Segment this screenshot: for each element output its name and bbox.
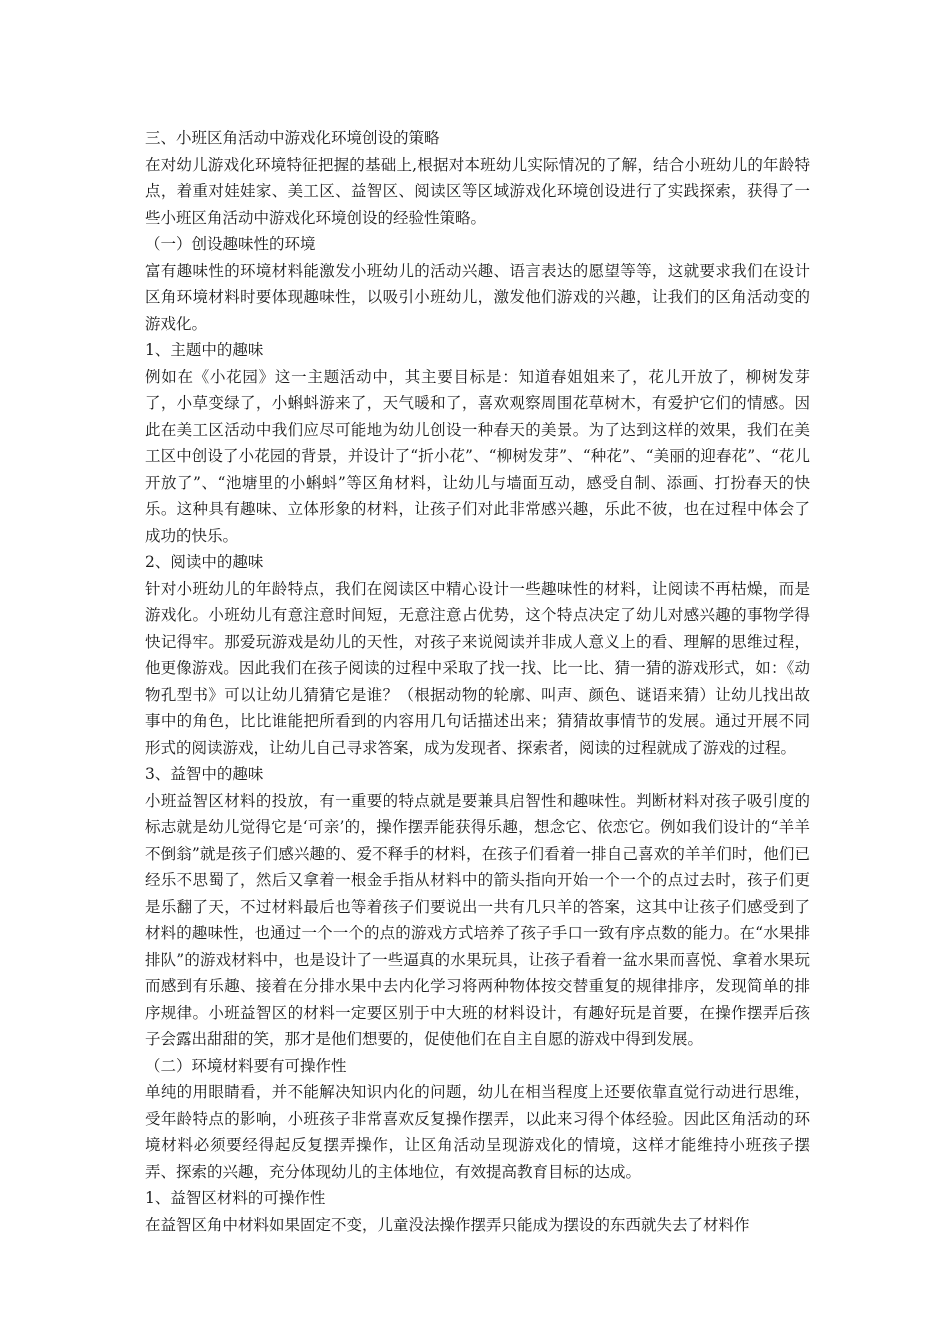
paragraph: 在对幼儿游戏化环境特征把握的基础上,根据对本班幼儿实际情况的了解，结合小班幼儿的年龄特点，着重对娃娃家、美工区、益智区、阅读区等区域游戏化环境创设进行了实践探索，获得了一些小班区角活动中游戏化环境创设的经验性策略。 <box>145 155 810 227</box>
paragraph: 小班益智区材料的投放，有一重要的特点就是要兼具启智性和趣味性。判断材料对孩子吸引度的标志就是幼儿觉得它是‘可亲’的，操作摆弄能获得乐趣，想念它、依恋它。例如我们设计的“羊羊不倒翁”就是孩子们感兴趣的、爱不释手的材料，在孩子们看着一排自己喜欢的羊羊们时，他们已经乐不思蜀了，然后又拿着一根金手指从材料中的箭头指向开始一个一个的点过去时，孩子们更是乐翻了天，不过材料最后也等着孩子们要说出一共有几只羊的答案，这其中让孩子们感受到了材料的趣味性，也通过一个一个的点的游戏方式培养了孩子手口一致有序点数的能力。在“水果排排队”的游戏材料中，也是设计了一些逼真的水果玩具，让孩子看着一盆水果而喜悦、拿着水果玩而感到有乐趣、接着在分排水果中去内化学习将两种物体按交替重复的规律排序，发现简单的排序规律。小班益智区的材料一定要区别于中大班的材料设计，有趣好玩是首要，在操作摆弄后孩子会露出甜甜的笑，那才是他们想要的，促使他们在自主自愿的游戏中得到发展。 <box>145 791 810 1048</box>
paragraph: 例如在《小花园》这一主题活动中，其主要目标是：知道春姐姐来了，花儿开放了，柳树发芽了，小草变绿了，小蝌蚪游来了，天气暖和了，喜欢观察周围花草树木，有爱护它们的情感。因此在美工区活动中我们应尽可能地为幼儿创设一种春天的美景。为了达到这样的效果，我们在美工区中创设了小花园的背景，并设计了“折小花”、“柳树发芽”、“种花”、“美丽的迎春花”、“花儿开放了”、“池塘里的小蝌蚪”等区角材料，让幼儿与墙面互动，感受自制、添画、打扮春天的快乐。这种具有趣味、立体形象的材料，让孩子们对此非常感兴趣，乐此不彼，也在过程中体会了成功的快乐。 <box>145 367 810 545</box>
item-heading: 3、益智中的趣味 <box>145 765 264 783</box>
item-heading: 1、主题中的趣味 <box>145 341 264 359</box>
paragraph: 在益智区角中材料如果固定不变，儿童没法操作摆弄只能成为摆设的东西就失去了材料作 <box>145 1215 750 1234</box>
item-heading: 2、阅读中的趣味 <box>145 553 264 571</box>
document-body <box>145 125 810 1238</box>
item-heading: 1、益智区材料的可操作性 <box>145 1189 326 1207</box>
paragraph: 富有趣味性的环境材料能激发小班幼儿的活动兴趣、语言表达的愿望等等，这就要求我们在设计区角环境材料时要体现趣味性，以吸引小班幼儿，激发他们游戏的兴趣，让我们的区角活动变的游戏化。 <box>145 261 810 333</box>
paragraph: 针对小班幼儿的年龄特点，我们在阅读区中精心设计一些趣味性的材料，让阅读不再枯燥，而是游戏化。小班幼儿有意注意时间短，无意注意占优势，这个特点决定了幼儿对感兴趣的事物学得快记得牢。那爱玩游戏是幼儿的天性，对孩子来说阅读并非成人意义上的看、理解的思维过程，他更像游戏。因此我们在孩子阅读的过程中采取了找一找、比一比、猜一猜的游戏形式，如：《动物孔型书》可以让幼儿猜猜它是谁？（根据动物的轮廓、叫声、颜色、谜语来猜）让幼儿找出故事中的角色，比比谁能把所看到的内容用几句话描述出来；猜猜故事情节的发展。通过开展不同形式的阅读游戏，让幼儿自己寻求答案，成为发现者、探索者，阅读的过程就成了游戏的过程。 <box>145 579 810 757</box>
subsection-heading: （二）环境材料要有可操作性 <box>145 1056 347 1075</box>
paragraph: 单纯的用眼睛看，并不能解决知识内化的问题，幼儿在相当程度上还要依靠直觉行动进行思维，受年龄特点的影响，小班孩子非常喜欢反复操作摆弄，以此来习得个体经验。因此区角活动的环境材料必须要经得起反复摆弄操作，让区角活动呈现游戏化的情境，这样才能维持小班孩子摆弄、探索的兴趣，充分体现幼儿的主体地位，有效提高教育目标的达成。 <box>145 1083 810 1181</box>
subsection-heading: （一）创设趣味性的环境 <box>145 235 316 253</box>
section-heading: 三、小班区角活动中游戏化环境创设的策略 <box>145 129 440 147</box>
